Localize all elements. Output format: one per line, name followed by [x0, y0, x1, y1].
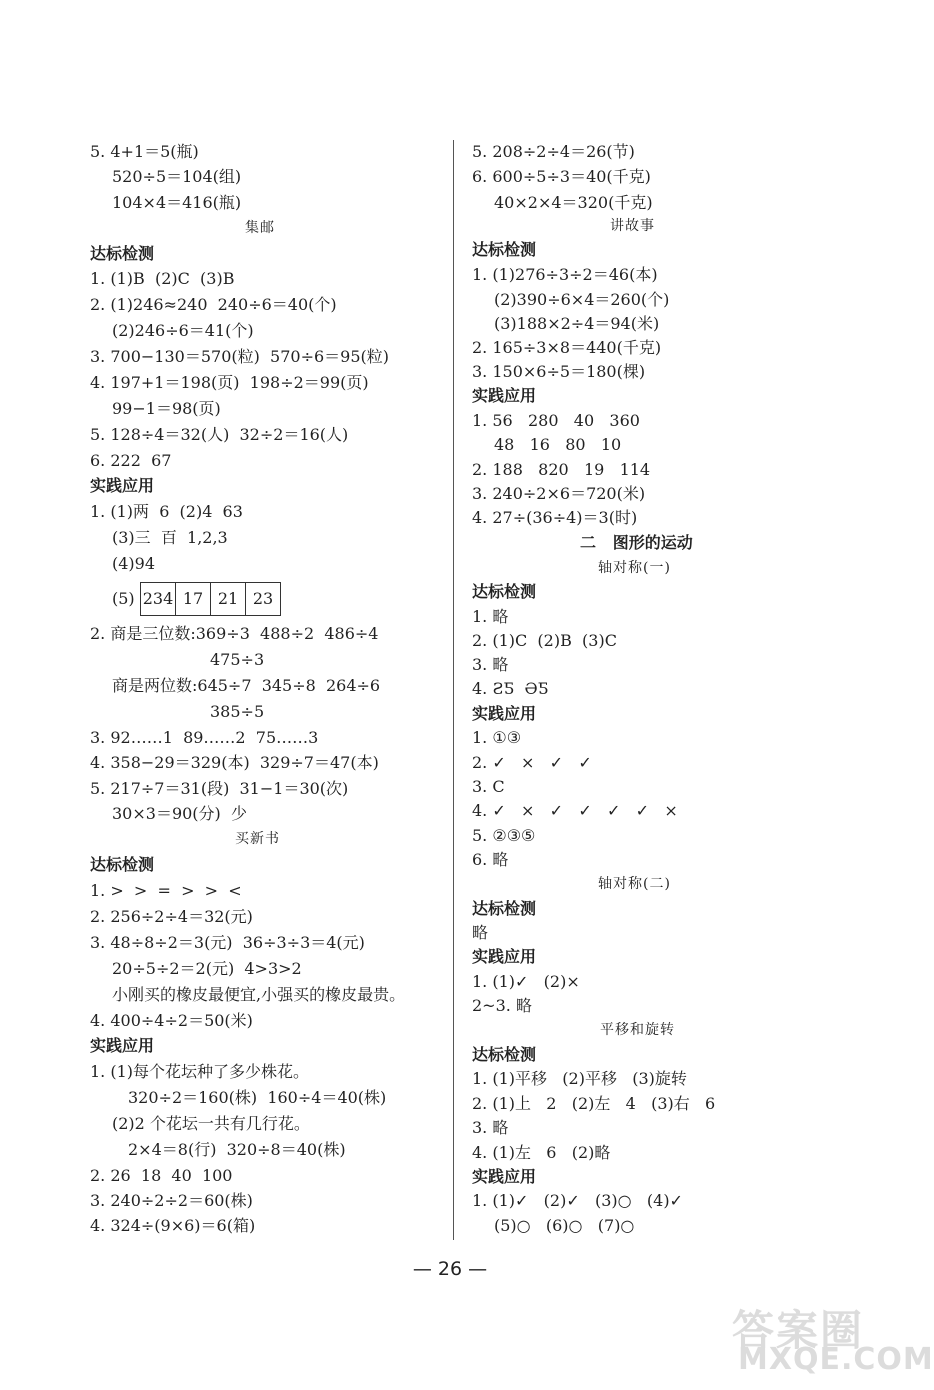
answer-line: 1. (1)每个花坛种了多少株花。: [90, 1062, 310, 1081]
answer-line: 99−1＝98(页): [112, 399, 221, 418]
page-number: — 26 —: [412, 1258, 488, 1280]
answer-line: 2. ✓ × ✓ ✓: [472, 753, 592, 772]
answer-line: 略: [472, 923, 489, 942]
section-heading: 实践应用: [472, 386, 537, 405]
lesson-title: 轴对称(一): [598, 560, 671, 576]
answer-line: 1. (1)276÷3÷2＝46(本): [472, 265, 658, 284]
section-heading: 实践应用: [472, 947, 537, 966]
answer-line: 4. ƧƼ ƏƼ: [472, 679, 549, 698]
lesson-title: 轴对称(二): [598, 876, 671, 892]
answer-line: 1. 56 280 40 360: [472, 411, 640, 430]
answer-line: 1. (1)B (2)C (3)B: [90, 269, 235, 288]
watermark-logo: 答案圈: [732, 1306, 865, 1355]
answer-line: 104×4＝416(瓶): [112, 193, 242, 212]
section-heading: 实践应用: [90, 1036, 155, 1055]
answer-line: 1. 略: [472, 607, 509, 626]
box-cell: 234: [142, 589, 174, 608]
answer-line: 2×4＝8(行) 320÷8＝40(株): [128, 1140, 346, 1159]
answer-line: (3)188×2÷4＝94(米): [494, 314, 660, 333]
answer-line: 5. 128÷4＝32(人) 32÷2＝16(人): [90, 425, 349, 444]
answer-line: 2. 188 820 19 114: [472, 460, 651, 479]
answer-line: 2. 商是三位数:369÷3 488÷2 486÷4: [90, 624, 379, 643]
answer-line: 3. 48÷8÷2＝3(元) 36÷3÷3＝4(元): [90, 933, 365, 952]
answer-line: 2~3. 略: [472, 996, 532, 1015]
section-heading: 达标检测: [90, 855, 155, 874]
answer-line: 5. ②③⑤: [472, 826, 536, 845]
answer-line: 4. 400÷4÷2＝50(米): [90, 1011, 253, 1030]
answer-line: 4. ✓ × ✓ ✓ ✓ ✓ ×: [472, 801, 678, 820]
answer-line: 6. 600÷5÷3＝40(千克): [472, 167, 651, 186]
answer-line: 3. 92……1 89……2 75……3: [90, 728, 319, 747]
answer-line: 5. 217÷7＝31(段) 31−1＝30(次): [90, 779, 349, 798]
answer-line: 小刚买的橡皮最便宜,小强买的橡皮最贵。: [112, 985, 406, 1004]
answer-line: (4)94: [112, 554, 156, 573]
answer-line: 5. 4+1＝5(瓶): [90, 142, 199, 161]
lesson-title: 讲故事: [610, 218, 655, 234]
answer-line: 1. > > = > > <: [90, 881, 242, 900]
answer-line: 2. 26 18 40 100: [90, 1166, 233, 1185]
answer-line: 520÷5＝104(组): [112, 167, 242, 186]
box-cell: 23: [245, 583, 280, 615]
answer-line: 2. (1)246≈240 240÷6＝40(个): [90, 295, 337, 314]
section-heading: 达标检测: [472, 240, 537, 259]
answer-line: 320÷2＝160(株) 160÷4＝40(株): [128, 1088, 387, 1107]
answer-line: (3)三 百 1,2,3: [112, 528, 228, 547]
section-heading: 达标检测: [90, 244, 155, 263]
answer-line: 3. 150×6÷5＝180(棵): [472, 362, 646, 381]
answer-line: 2. 256÷2÷4＝32(元): [90, 907, 253, 926]
answer-line: (5): [112, 589, 135, 608]
answer-line: 4. (1)左 6 (2)略: [472, 1143, 611, 1162]
answer-line: 48 16 80 10: [494, 435, 622, 454]
answer-line: (5)○ (6)○ (7)○: [494, 1216, 635, 1235]
answer-line: 3. 略: [472, 655, 509, 674]
section-heading: 二 图形的运动: [580, 533, 693, 552]
answer-line: 3. 240÷2×6＝720(米): [472, 484, 646, 503]
answer-line: (2)246÷6＝41(个): [112, 321, 254, 340]
column-divider: [453, 140, 454, 1240]
answer-line: 3. 700−130＝570(粒) 570÷6＝95(粒): [90, 347, 390, 366]
lesson-title: 买新书: [235, 831, 280, 847]
answer-line: 6. 略: [472, 850, 509, 869]
answer-line: 475÷3: [210, 650, 265, 669]
lesson-title: 平移和旋转: [600, 1022, 675, 1038]
answer-line: 3. 240÷2÷2＝60(株): [90, 1191, 253, 1210]
box-cell: 17: [175, 583, 210, 615]
answer-line: 4. 324÷(9×6)＝6(箱): [90, 1216, 256, 1235]
answer-line: 6. 222 67: [90, 451, 172, 470]
section-heading: 达标检测: [472, 1045, 537, 1064]
answer-boxes: [140, 582, 281, 616]
section-heading: 实践应用: [472, 1167, 537, 1186]
section-heading: 实践应用: [472, 704, 537, 723]
answer-line: (2)2 个花坛一共有几行花。: [112, 1114, 310, 1133]
answer-line: 1. (1)平移 (2)平移 (3)旋转: [472, 1069, 687, 1088]
answer-line: 2. (1)C (2)B (3)C: [472, 631, 617, 650]
answer-line: 5. 208÷2÷4＝26(节): [472, 142, 635, 161]
answer-line: 1. (1)两 6 (2)4 63: [90, 502, 243, 521]
answer-line: 2. 165÷3×8＝440(千克): [472, 338, 662, 357]
answer-line: 1. (1)✓ (2)×: [472, 972, 580, 991]
answer-line: 40×2×4＝320(千克): [494, 193, 653, 212]
answer-line: 385÷5: [210, 702, 265, 721]
answer-line: 3. 略: [472, 1118, 509, 1137]
section-heading: 实践应用: [90, 476, 155, 495]
answer-line: 4. 197+1＝198(页) 198÷2＝99(页): [90, 373, 369, 392]
section-heading: 达标检测: [472, 582, 537, 601]
lesson-title: 集邮: [245, 220, 275, 236]
answer-line: 1. ①③: [472, 728, 522, 747]
answer-line: (2)390÷6×4＝260(个): [494, 290, 670, 309]
answer-line: 20÷5÷2＝2(元) 4>3>2: [112, 959, 302, 978]
watermark-url: MXQE.COM: [738, 1342, 934, 1377]
answer-line: 30×3＝90(分) 少: [112, 804, 247, 823]
answer-line: 3. C: [472, 777, 505, 796]
section-heading: 达标检测: [472, 899, 537, 918]
box-cell: 21: [210, 583, 245, 615]
answer-line: 1. (1)✓ (2)✓ (3)○ (4)✓: [472, 1191, 683, 1210]
answer-line: 4. 27÷(36÷4)＝3(时): [472, 508, 638, 527]
answer-line: 4. 358−29＝329(本) 329÷7＝47(本): [90, 753, 379, 772]
answer-line: 商是两位数:645÷7 345÷8 264÷6: [112, 676, 381, 695]
answer-line: 2. (1)上 2 (2)左 4 (3)右 6: [472, 1094, 716, 1113]
